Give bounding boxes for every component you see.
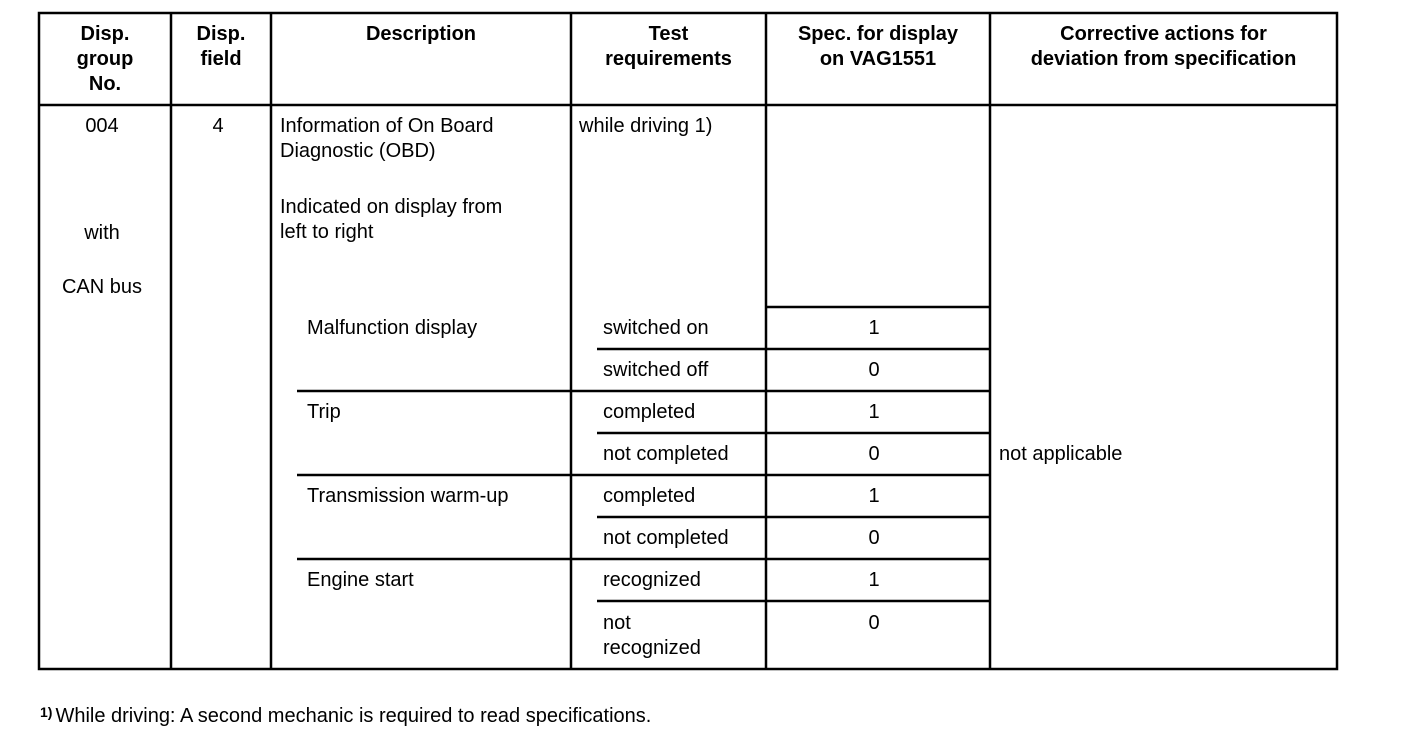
header-disp-field-line1: Disp. bbox=[196, 23, 246, 45]
condition-engine-not-recognized-line1: not bbox=[603, 612, 631, 634]
condition-switched-on: switched on bbox=[603, 317, 709, 339]
footnote bbox=[40, 704, 651, 729]
footnote-text: While driving: A second mechanic is required to read specifications. bbox=[55, 705, 652, 727]
corrective-action: not applicable bbox=[999, 443, 1123, 465]
item-trip: Trip bbox=[307, 401, 341, 423]
spec-value: 0 bbox=[868, 612, 880, 634]
spec-value: 1 bbox=[868, 317, 880, 339]
condition-trip-not-completed: not completed bbox=[603, 443, 729, 465]
condition-warmup-not-completed: not completed bbox=[603, 527, 729, 549]
header-test-requirements bbox=[572, 22, 765, 72]
header-corrective-line2: deviation from specification bbox=[1030, 48, 1297, 70]
header-disp-field bbox=[172, 22, 270, 72]
spec-value: 1 bbox=[868, 485, 880, 507]
spec-value: 1 bbox=[868, 569, 880, 591]
header-test-line2: requirements bbox=[605, 48, 732, 70]
header-disp-group bbox=[40, 22, 170, 97]
group-with: with bbox=[84, 222, 120, 244]
condition-engine-not-recognized-line2: recognized bbox=[603, 637, 701, 659]
header-disp-group-line3: No. bbox=[88, 73, 122, 95]
condition-engine-not-recognized bbox=[603, 611, 701, 661]
header-disp-group-line2: group bbox=[76, 48, 134, 70]
description-line2: Diagnostic (OBD) bbox=[280, 140, 436, 162]
header-disp-group-line1: Disp. bbox=[80, 23, 130, 45]
condition-switched-off: switched off bbox=[603, 359, 709, 381]
header-corrective bbox=[991, 22, 1336, 72]
item-engine-start: Engine start bbox=[307, 569, 414, 591]
test-requirement-main: while driving 1) bbox=[579, 115, 713, 137]
header-description bbox=[272, 22, 570, 47]
header-test-line1: Test bbox=[648, 23, 689, 45]
description-line3: Indicated on display from bbox=[280, 196, 503, 218]
header-spec bbox=[767, 22, 989, 72]
spec-value: 0 bbox=[868, 359, 880, 381]
item-transmission-warm-up: Transmission warm-up bbox=[307, 485, 509, 507]
condition-engine-recognized: recognized bbox=[603, 569, 701, 591]
description-line1: Information of On Board bbox=[280, 115, 494, 137]
condition-trip-completed: completed bbox=[603, 401, 696, 423]
item-malfunction-display: Malfunction display bbox=[307, 317, 478, 339]
spec-value: 1 bbox=[868, 401, 880, 423]
description-intro bbox=[280, 114, 570, 164]
header-spec-line1: Spec. for display bbox=[797, 23, 959, 45]
display-field: 4 bbox=[212, 115, 224, 137]
spec-value: 0 bbox=[868, 527, 880, 549]
header-corrective-line1: Corrective actions for bbox=[1060, 23, 1267, 45]
group-number: 004 bbox=[85, 115, 119, 137]
description-note bbox=[280, 195, 570, 245]
condition-warmup-completed: completed bbox=[603, 485, 696, 507]
footnote-mark: 1) bbox=[40, 704, 53, 720]
description-line4: left to right bbox=[280, 221, 374, 243]
header-description-text: Description bbox=[365, 23, 477, 45]
header-disp-field-line2: field bbox=[200, 48, 242, 70]
spec-value: 0 bbox=[868, 443, 880, 465]
group-can-bus: CAN bus bbox=[61, 276, 143, 298]
header-spec-line2: on VAG1551 bbox=[819, 48, 937, 70]
